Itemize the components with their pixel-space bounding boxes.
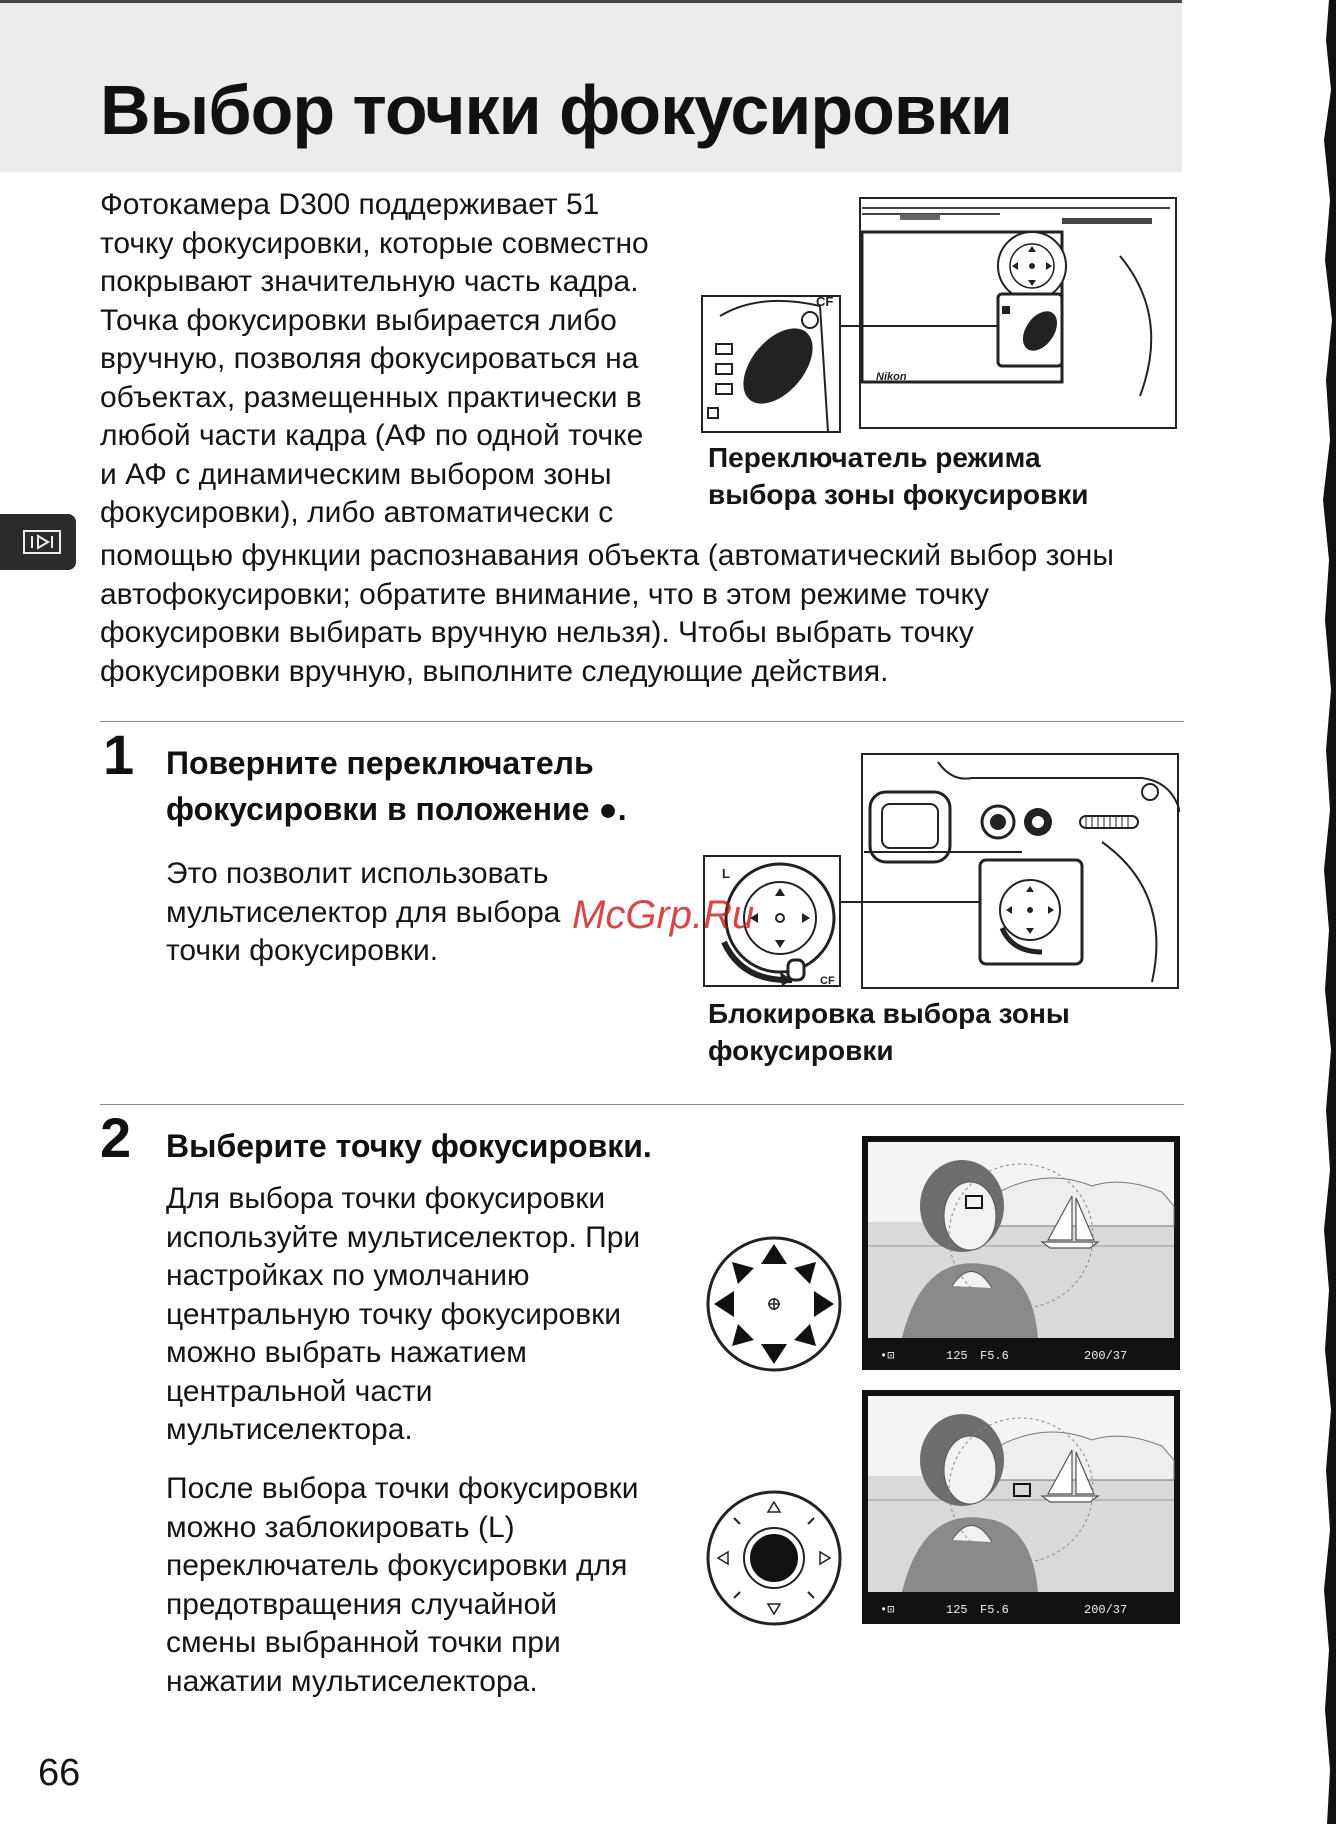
step-2-heading [166, 1123, 652, 1169]
body-line: настройках по умолчанию [166, 1259, 530, 1292]
title-band [0, 0, 1182, 172]
top-rule [0, 0, 1182, 3]
body-line: можно выбрать нажатием [166, 1336, 527, 1369]
heading-line: Выберите точку фокусировки. [166, 1128, 652, 1164]
step-2-number: 2 [100, 1106, 132, 1169]
caption-line: Блокировка выбора зоны [708, 998, 1070, 1029]
figure2-caption [708, 995, 1070, 1069]
step-2-paragraph-2 [166, 1470, 639, 1701]
body-line: смены выбранной точки при [166, 1626, 561, 1659]
shutter-speed: 125 [946, 1349, 968, 1363]
lock-label: L [722, 866, 730, 881]
body-line: предотвращения случайной [166, 1587, 558, 1621]
body-line: точки фокусировки. [166, 934, 439, 967]
body-line: можно заблокировать (L) [166, 1510, 515, 1544]
section-divider [100, 1104, 1184, 1105]
shutter-speed: 125 [946, 1603, 968, 1617]
body-line: переключатель фокусировки для [166, 1549, 628, 1582]
frame-count: 200/37 [1084, 1349, 1128, 1363]
focus-selector-lock-illustration [702, 752, 1180, 990]
body-line: Это позволит использовать [166, 857, 549, 890]
viewfinder-view-1 [862, 1136, 1180, 1370]
torn-page-edge [1320, 0, 1336, 1824]
chapter-tab [0, 514, 76, 570]
step-1-heading [166, 740, 627, 832]
shooting-mode-icon [22, 528, 62, 556]
intro-paragraph [100, 186, 680, 533]
body-line: После выбора точки фокусировки [166, 1472, 639, 1505]
focus-indicator-icon: •⊡ [880, 1349, 895, 1363]
focus-indicator-icon: •⊡ [880, 1603, 895, 1617]
intro-line: Фотокамера D300 поддерживает 51 [100, 188, 600, 221]
caption-line: Переключатель режима [708, 442, 1041, 473]
section-divider [100, 721, 1184, 722]
body-line: центральную точку фокусировки [166, 1297, 622, 1331]
cf-label: CF [820, 975, 835, 987]
aperture: F5.6 [980, 1349, 1009, 1363]
caption-line: фокусировки [708, 1035, 894, 1066]
step-2-paragraph-1 [166, 1180, 640, 1450]
intro-line: Точка фокусировки выбирается либо [100, 303, 617, 337]
body-line: мультиселектора. [166, 1413, 413, 1446]
intro-paragraph-continued [100, 537, 1180, 691]
page-title: Выбор точки фокусировки [100, 71, 1012, 149]
intro-line: вручную, позволяя фокусироваться на [100, 342, 639, 375]
watermark: McGrp.Ru [572, 893, 755, 937]
intro-line: точку фокусировки, которые совместно [100, 226, 649, 260]
intro-line: фокусировки), либо автоматически с [100, 496, 614, 529]
frame-count: 200/37 [1084, 1603, 1128, 1617]
caption-line: выбора зоны фокусировки [708, 479, 1089, 510]
body-line: нажатии мультиселектора. [166, 1664, 538, 1698]
intro-line: автофокусировки; обратите внимание, что в этом режиме точку [100, 577, 989, 611]
body-line: центральной части [166, 1374, 433, 1408]
page-number: 66 [38, 1752, 81, 1794]
intro-line: покрывают значительную часть кадра. [100, 265, 639, 298]
step-1-number: 1 [103, 723, 135, 786]
intro-line: помощью функции распознавания объекта (автоматический выбор зоны [100, 539, 1114, 572]
focus-area-selector-illustration [700, 196, 1180, 434]
intro-line: фокусировки вручную, выполните следующие действия. [100, 654, 889, 688]
multi-selector-diagram [704, 1234, 844, 1374]
multi-selector-center-diagram [704, 1488, 844, 1628]
heading-line: Поверните переключатель [166, 745, 594, 781]
figure1-caption [708, 439, 1088, 513]
intro-line: объектах, размещенных практически в [100, 380, 642, 414]
viewfinder-view-2 [862, 1390, 1180, 1624]
brand-label: Nikon [876, 371, 907, 383]
heading-line: фокусировки в положение ●. [166, 791, 627, 827]
intro-line: фокусировки выбирать вручную нельзя). Чтобы выбрать точку [100, 616, 974, 649]
cf-label: CF [816, 294, 834, 309]
body-line: используйте мультиселектор. При [166, 1220, 641, 1254]
body-line: Для выбора точки фокусировки [166, 1182, 606, 1215]
aperture: F5.6 [980, 1603, 1009, 1617]
step-1-body [166, 855, 560, 971]
intro-line: и АФ с динамическим выбором зоны [100, 457, 612, 491]
body-line: мультиселектор для выбора [166, 895, 561, 929]
intro-line: любой части кадра (АФ по одной точке [100, 419, 644, 452]
